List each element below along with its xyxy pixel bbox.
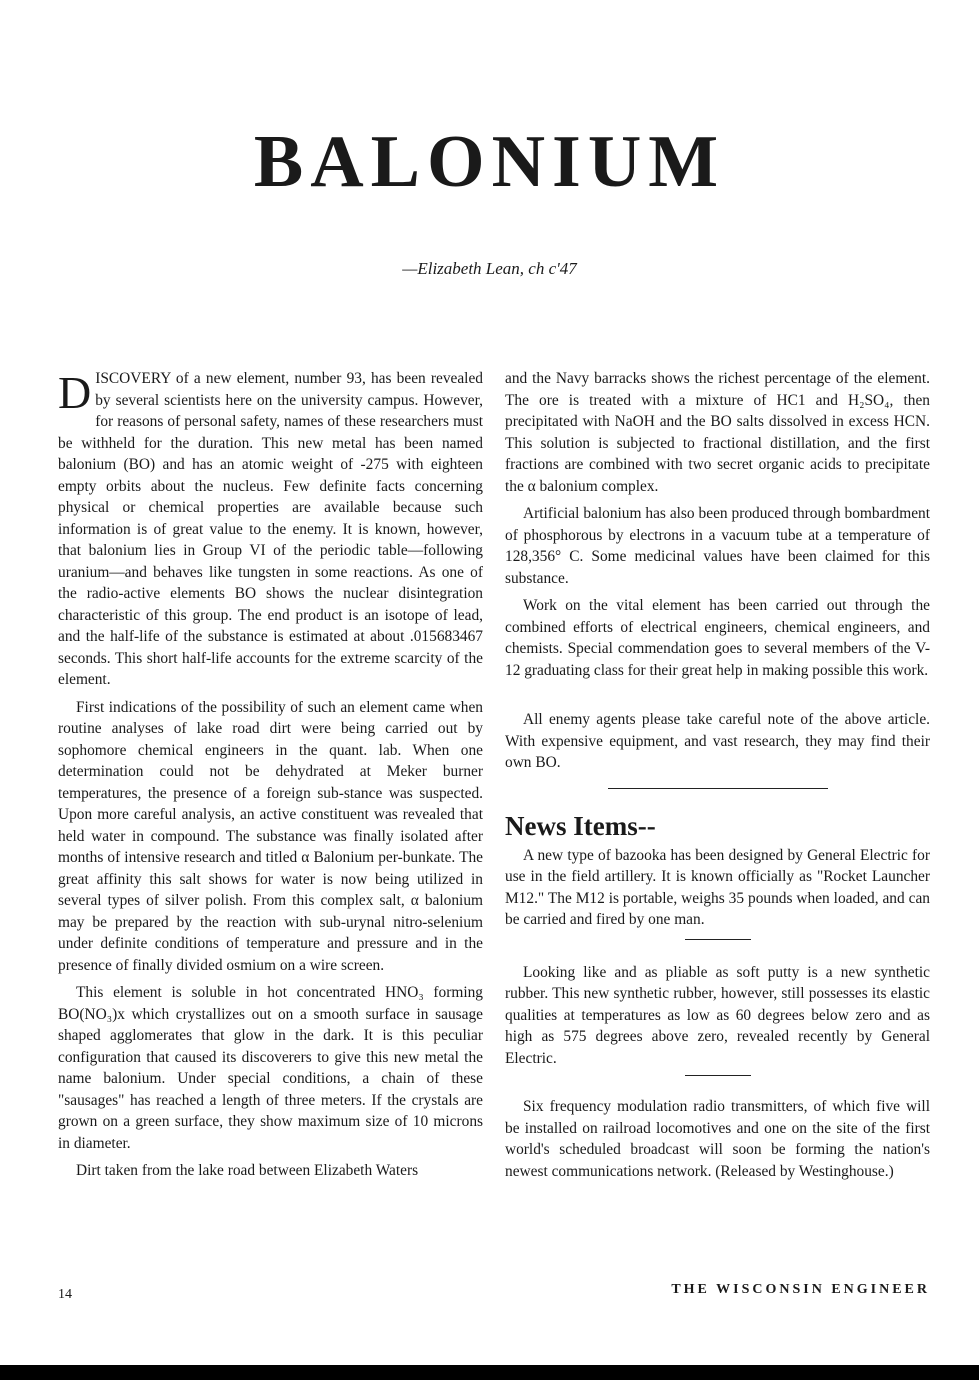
scan-edge bbox=[0, 1365, 979, 1380]
publication-name: THE WISCONSIN ENGINEER bbox=[671, 1282, 930, 1297]
news-heading: News Items-- bbox=[505, 810, 656, 841]
article-title: BALONIUM bbox=[253, 121, 726, 203]
paragraph-3: This element is soluble in hot concentrated HNO₃ forming BO(NO₃)x which crystallizes out on a smooth surface in sausage shaped agglomerates that glow in the dark. It is this peculiar configuration that caused its discoverers to give this new metal the name balonium. Under special conditions, a chain of these "sausages" has reached a length of three meters. If the crystals are grown on a green surface, they show maximum size of 10 microns in diameter. bbox=[58, 984, 483, 1152]
left-column bbox=[58, 368, 483, 1188]
paragraph-6: Work on the vital element has been carried out through the combined efforts of electrical engineers, chemical engineers, and chemists. Special commendation goes to several members of the V-12 graduating class for their great help in making possible this work. bbox=[505, 597, 930, 679]
news-divider-2 bbox=[685, 1075, 751, 1076]
right-column bbox=[505, 368, 930, 1188]
news-item-2: Looking like and as pliable as soft putty is a new synthetic rubber. This new synthetic rubber, however, still possesses its elastic qualities at temperatures as low as 60 degrees below zero and as high as 575 degrees above zero, revealed recently by General Electric. bbox=[505, 963, 930, 1067]
paragraph-5: Artificial balonium has also been produced through bombardment of phosphorous by electrons in a vacuum tube at a temperature of 128,356° C. Some medicinal values have been claimed for this substance. bbox=[505, 505, 930, 587]
page-number: 14 bbox=[58, 1287, 72, 1302]
paragraph-7: All enemy agents please take careful note of the above article. With expensive equipment, and vast research, they may find their own BO. bbox=[505, 711, 930, 771]
section-divider bbox=[608, 788, 828, 789]
paragraph-1 bbox=[58, 368, 483, 691]
news-item-3: Six frequency modulation radio transmitters, of which five will be installed on railroad locomotives and one on the site of the first world's scheduled broadcast will soon be forming the nation's newest communications network. (Released by Westinghouse.) bbox=[505, 1098, 930, 1180]
article-byline: —Elizabeth Lean, ch c'47 bbox=[402, 259, 577, 278]
news-divider-1 bbox=[685, 939, 751, 940]
paragraph-1-text: ISCOVERY of a new element, number 93, has been revealed by several scientists here on the university campus. However, for reasons of personal safety, names of these researchers must be withheld for the duration. This new metal has been named balonium (BO) and has an atomic weight of -275 with eighteen empty orbits about the nucleus. Few definite facts concerning physical or chemical properties are available because such information is of great value to the enemy. It is known, however, that balonium lies in Group VI of the periodic table—following uranium—and behaves like tungsten in some reactions. As one of the radio-active elements BO shows the nuclear disintegration characteristic of this group. The end product is an isotope of lead, and the half-life of the substance is estimated at about .015683467 seconds. This short half-life accounts for the extreme scarcity of the element. bbox=[58, 370, 483, 688]
news-item-1: A new type of bazooka has been designed by General Electric for use in the field artillery. It is known officially as "Rocket Launcher M12." The M12 is portable, weighs 35 pounds when loaded, and can be carried and fired by one man. bbox=[505, 846, 930, 928]
paragraph-2: First indications of the possibility of such an element came when routine analyses of lake road dirt were being carried out by sophomore chemical engineers in the quant. lab. When one determination could not be dehydrated at Meker burner temperatures, the presence of a foreign sub-stance was suspected. Upon more careful analysis, an active constituent was revealed that held water in compound. The substance was finally isolated after months of intensive research and titled α Balonium per-bunkate. The great affinity this salt shows for water is now being utilized in several types of silver polish. From this complex salt, α balonium may be prepared by the reaction with sub-urynal nitro-selenium under definite conditions of temperature and pressure and in the presence of finally divided osmium on a wire screen. bbox=[58, 698, 483, 974]
paragraph-4-continued: and the Navy barracks shows the richest percentage of the element. The ore is treated with a mixture of HC1 and H₂SO₄, then precipitated with NaOH and the BO salts dissolved in excess HCN. This solution is subjected to fractional distillation, and the first fractions are combined with two secret organic acids to precipitate the α balonium complex. bbox=[505, 370, 930, 495]
paragraph-4-start: Dirt taken from the lake road between Elizabeth Waters bbox=[76, 1162, 419, 1179]
drop-cap: D bbox=[58, 367, 92, 418]
